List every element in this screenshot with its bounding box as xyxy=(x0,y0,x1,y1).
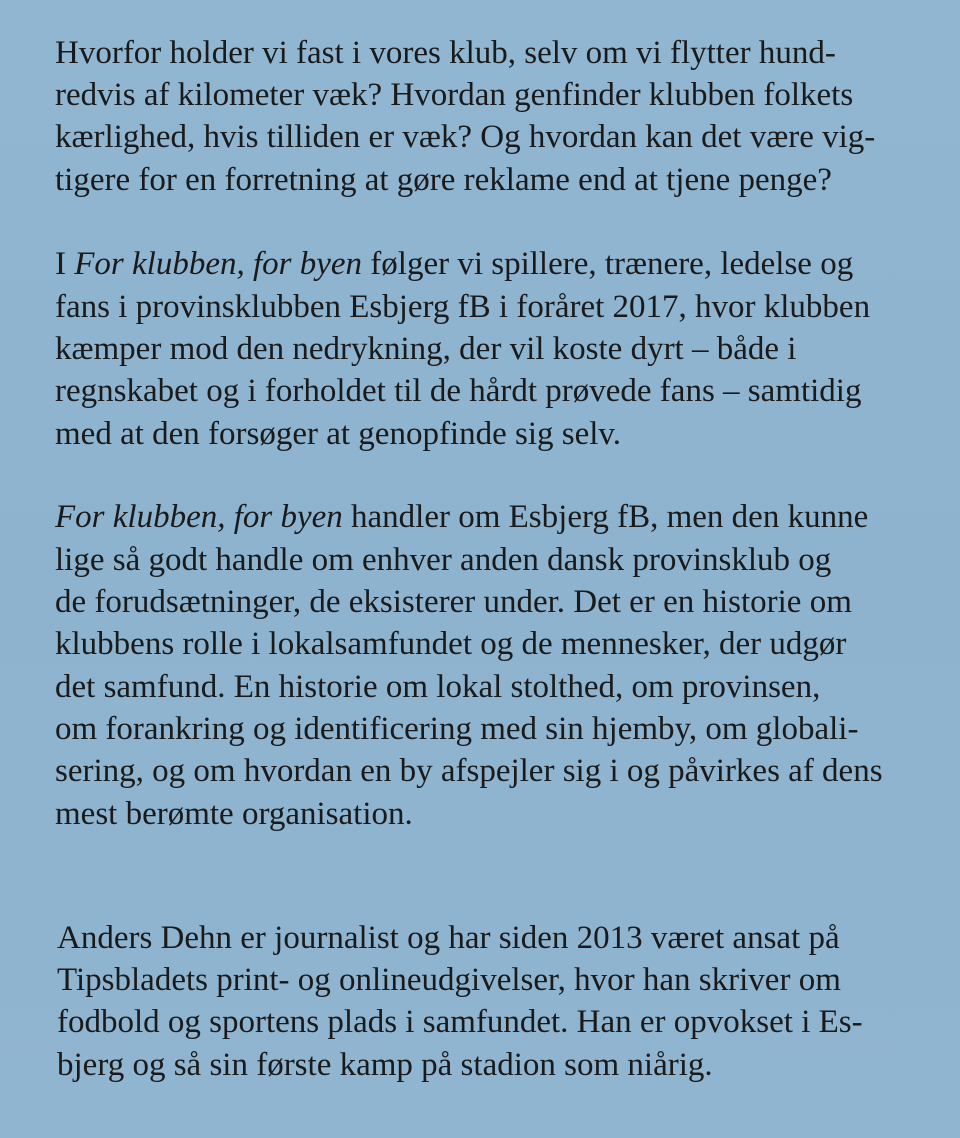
text-suffix: handler om Esbjerg fB, men den kunne xyxy=(342,499,869,535)
text-line: med at den forsøger at genopfinde sig selv. xyxy=(55,416,622,452)
text-line: fodbold og sportens plads i samfundet. Han er opvokset i Es- xyxy=(57,1004,863,1040)
text-line: kærlighed, hvis tilliden er væk? Og hvordan kan det være vig- xyxy=(55,119,876,155)
book-title: For klubben, for byen xyxy=(55,499,343,535)
text-line: sering, og om hvordan en by afspejler sig i og påvirkes af dens xyxy=(55,753,883,789)
text-line: bjerg og så sin første kamp på stadion som niårig. xyxy=(57,1047,713,1083)
text-line: Hvorfor holder vi fast i vores klub, selv om vi flytter hund- xyxy=(55,35,836,71)
text-line: klubbens rolle i lokalsamfundet og de mennesker, der udgør xyxy=(55,626,847,662)
book-title: For klubben, for byen xyxy=(74,246,363,282)
text-line: regnskabet og i forholdet til de hårdt prøvede fans – samtidig xyxy=(55,373,862,409)
text-line: mest berømte organisation. xyxy=(55,796,413,832)
text-suffix: følger vi spillere, trænere, ledelse og xyxy=(362,246,854,282)
text-prefix: I xyxy=(55,246,75,282)
text-line: lige så godt handle om enhver anden dansk provinsklub og xyxy=(55,542,832,578)
text-line: tigere for en forretning at gøre reklame end at tjene penge? xyxy=(55,162,832,198)
text-line: fans i provinsklubben Esbjerg fB i foråret 2017, hvor klubben xyxy=(55,289,871,325)
text-line: Anders Dehn er journalist og har siden 2013 været ansat på xyxy=(57,920,840,956)
text-line: de forudsætninger, de eksisterer under. Det er en historie om xyxy=(55,584,852,620)
text-line: kæmper mod den nedrykning, der vil koste dyrt – både i xyxy=(55,331,797,367)
text-line: om forankring og identificering med sin hjemby, om globali- xyxy=(55,711,859,747)
text-line: det samfund. En historie om lokal stolthed, om provinsen, xyxy=(55,669,821,705)
text-line xyxy=(55,497,868,537)
text-line: Tipsbladets print- og onlineudgivelser, hvor han skriver om xyxy=(57,962,841,998)
text-line xyxy=(55,244,853,284)
text-line: redvis af kilometer væk? Hvordan genfinder klubben folkets xyxy=(55,77,854,113)
